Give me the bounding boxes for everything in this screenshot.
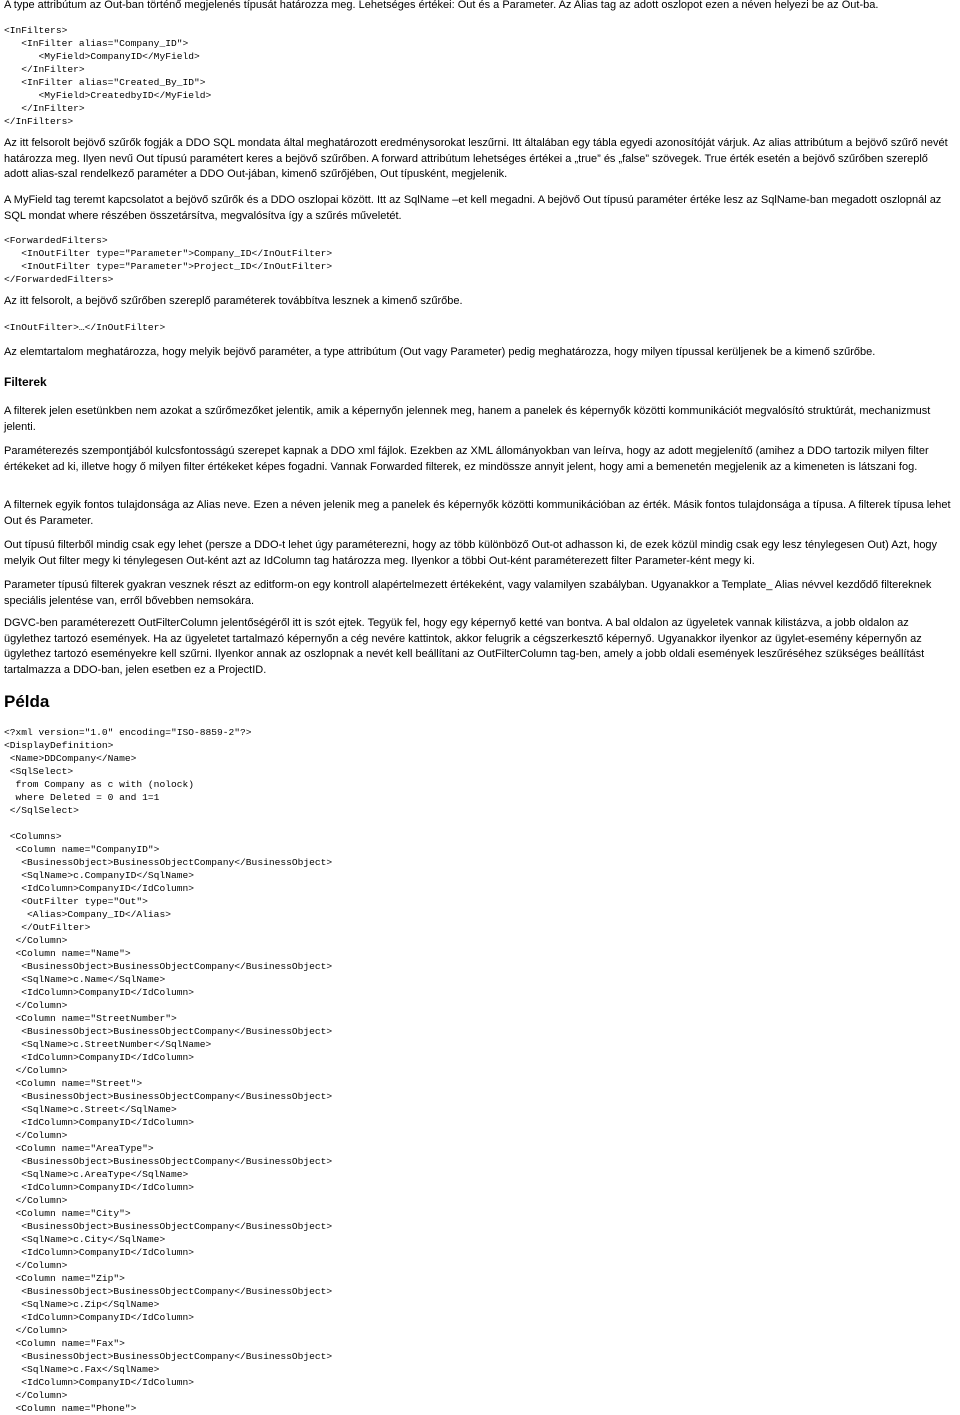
infilters-paragraph: Az itt felsorolt bejövő szűrők fogják a DDO SQL mondata által meghatározott eredménysorokat leszűrni. Itt általában egy tábla egyedi azonosítóját várjuk. Az alias attribútum a bejövő szűrő nevét határozza meg. Ilyen nevű Out típusú paramétert keres a bejövő szűrőben. A forward attribútum lehetséges értékei a „true” és „false” szövegek. True érték esetén a bejövő szűrőben szereplő adott alias-szal rendelkező paraméter a DDO Out-jában, kimenő szűrőjében, Out típusként, megjelenik. bbox=[4, 137, 948, 180]
example-xml-code-block: <?xml version="1.0" encoding="ISO-8859-2"?> <DisplayDefinition> <Name>DDCompany</Name> <SqlSelect> from Company as c with (nolock) where Deleted = 0 and 1=1 </SqlSelect> <Columns> <Column name="CompanyID"> <BusinessObject>BusinessObjectCompany</BusinessObject> <SqlName>c.CompanyID</SqlName> <IdColumn>CompanyID</IdColumn> <OutFilter type="Out"> <Alias>Company_ID</Alias> </OutFilter> </Column> <Column name="Name"> <BusinessObject>BusinessObjectCompany</BusinessObject> <SqlName>c.Name</SqlName> <IdColumn>CompanyID</IdColumn> </Column> <Column name="StreetNumber"> <BusinessObject>BusinessObjectCompany</BusinessObject> <SqlName>c.StreetNumber</SqlName> <IdColumn>CompanyID</IdColumn> </Column> <Column name="Street"> <BusinessObject>BusinessObjectCompany</BusinessObject> <SqlName>c.Street</SqlName> <IdColumn>CompanyID</IdColumn> </Column> <Column name="AreaType"> <BusinessObject>BusinessObjectCompany</BusinessObject> <SqlName>c.AreaType</SqlName> <IdColumn>CompanyID</IdColumn> </Column> <Column name="City"> <BusinessObject>BusinessObjectCompany</BusinessObject> <SqlName>c.City</SqlName> <IdColumn>CompanyID</IdColumn> </Column> <Column name="Zip"> <BusinessObject>BusinessObjectCompany</BusinessObject> <SqlName>c.Zip</SqlName> <IdColumn>CompanyID</IdColumn> </Column> <Column name="Fax"> <BusinessObject>BusinessObjectCompany</BusinessObject> <SqlName>c.Fax</SqlName> <IdColumn>CompanyID</IdColumn> </Column> <Column name="Phone"> bbox=[4, 727, 333, 1414]
filterek-paragraph-4: Out típusú filterből mindig csak egy lehet (persze a DDO-t lehet úgy paraméterezni, hogy az több különböző Out-ot adhasson ki, de ezek közül mindig csak egy lesz ténylegesen Out) Azt, hogy melyik Out filter megy ki ténylegesen Out-ként azt az IdColumn tag határozza meg. Ilyenkor a többi Out-ként paraméterezett filter Parameter-ként megy ki. bbox=[4, 539, 938, 567]
filterek-paragraph-6: DGVC-ben paraméterezett OutFilterColumn jelentőségéről itt is szót ejtek. Tegyük fel, hogy egy képernyő ketté van bontva. A bal oldalon az ügyeletek vannak kilistázva, a jobb oldalon az ügylethez tartozó események. Ha az ügyeletet tartalmazó képernyőn a cég nevére kattintok, akkor felugrik a cégszerkesztő képernyő. Ugyanakkor ilyenkor az ügylet-esemény képernyőn az ügylethez tartozó eseményekre kell szűrni. Ilyenkor annak az oszlopnak a nevét kell beállítani az OutFilterColumn tag-ben, amely a jobb oldali események leszűréséhez szükséges beállítást tartalmazza a DDO-ban, jelen esetben ez a ProjectID. bbox=[4, 617, 925, 676]
myfield-paragraph: A MyField tag teremt kapcsolatot a bejövő szűrők és a DDO oszlopai között. Itt az SqlName –et kell megadni. A bejövő Out típusú paraméter értéke lesz az SqlName-ban megadott oszlopnál az SQL mondat where részében összetársítva, megvalósítva így a szűrés műveletét. bbox=[4, 194, 942, 222]
infilters-code-block: <InFilters> <InFilter alias="Company_ID"> <MyField>CompanyID</MyField> </InFilter> <InFilter alias="Created_By_ID"> <MyField>CreatedbyID</MyField> </InFilter> </InFilters> bbox=[4, 25, 212, 127]
heading-filterek: Filterek bbox=[4, 375, 47, 389]
inout-paragraph: Az elemtartalom meghatározza, hogy melyik bejövő paraméter, a type attribútum (Out vagy Parameter) pedig meghatározza, hogy milyen típussal kerüljenek be a kimenő szűrőbe. bbox=[4, 346, 876, 358]
heading-pelda: Példa bbox=[4, 692, 50, 711]
forwarded-paragraph: Az itt felsorolt, a bejövő szűrőben szereplő paraméterek továbbítva lesznek a kimenő szűrőbe. bbox=[4, 295, 463, 307]
filterek-paragraph-3: A filternek egyik fontos tulajdonsága az Alias neve. Ezen a néven jelenik meg a panelek és képernyők közötti kommunikációban az érték. Másik fontos tulajdonsága a típusa. A filterek típusa lehet Out és Parameter. bbox=[4, 499, 951, 527]
intro-paragraph: A type attribútum az Out-ban történő megjelenés típusát határozza meg. Lehetséges értékei: Out és a Parameter. Az Alias tag az adott oszlopot ezen a néven helyezi be az Out-ba. bbox=[4, 0, 879, 11]
filterek-paragraph-5: Parameter típusú filterek gyakran vesznek részt az editform-on egy kontroll alapértelmezett értékeként, vagy valamilyen szabályban. Ugyanakkor a Template_ Alias névvel kezdődő filtereknek speciális jelentése van, erről bővebben nemsokára. bbox=[4, 579, 932, 607]
inout-code-line: <InOutFilter>…</InOutFilter> bbox=[4, 322, 166, 333]
filterek-paragraph-1: A filterek jelen esetünkben nem azokat a szűrőmezőket jelentik, amik a képernyőn jelennek meg, hanem a panelek és képernyők közötti kommunikációt megvalósító struktúrát, mechanizmust jelenti. bbox=[4, 405, 931, 433]
forwarded-filters-code-block: <ForwardedFilters> <InOutFilter type="Parameter">Company_ID</InOutFilter> <InOutFilter type="Parameter">Project_ID</InOutFilter> </ForwardedFilters> bbox=[4, 235, 333, 285]
filterek-paragraph-2: Paraméterezés szempontjából kulcsfontosságú szerepet kapnak a DDO xml fájlok. Ezekben az XML állományokban van leírva, hogy az adott megjelenítő (amihez a DDO tartozik milyen filter értékeket ad ki, illetve hogy ő milyen filter értékeket képes fogadni. Vannak Forwarded filterek, ez mindössze annyit jelent, hogy ami a bemenetén megjelenik az a kimeneten is látszani fog. bbox=[4, 445, 929, 473]
